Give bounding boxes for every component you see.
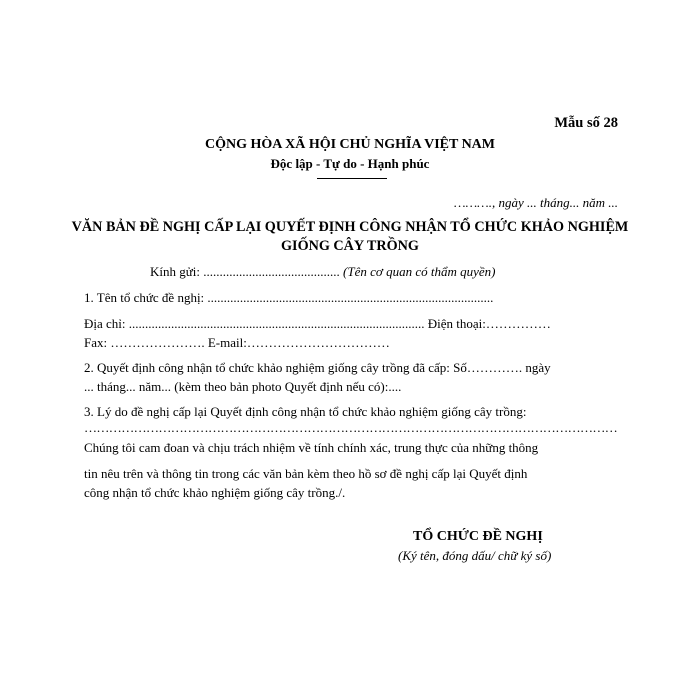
fax-email-field: Fax: …………………. E-mail:…………………………… bbox=[84, 335, 390, 350]
signature-title: TỔ CHỨC ĐỀ NGHỊ bbox=[413, 529, 543, 544]
reason-blank-line: ………………………………………………………………………………………………………………… bbox=[84, 420, 618, 435]
decision-line-2: ... tháng... năm... (kèm theo bản photo Quyết định nếu có):.... bbox=[84, 379, 402, 394]
org-name-field: 1. Tên tổ chức đề nghị: ........................................................................................ bbox=[84, 290, 494, 305]
form-number: Mẫu số 28 bbox=[554, 115, 618, 131]
country-heading: CỘNG HÒA XÃ HỘI CHỦ NGHĨA VIỆT NAM bbox=[204, 137, 495, 152]
recipient-label: Kính gửi: .......................................... bbox=[150, 264, 344, 279]
commitment-line-3: công nhận tổ chức khảo nghiệm giống cây trồng./. bbox=[84, 485, 346, 500]
signature-note: (Ký tên, đóng dấu/ chữ ký số) bbox=[398, 548, 552, 563]
place-date-line: ………., ngày ... tháng... năm ... bbox=[454, 195, 618, 210]
document-title: VĂN BẢN ĐỀ NGHỊ CẤP LẠI QUYẾT ĐỊNH CÔNG NHẬN TỔ CHỨC KHẢO NGHIỆM GIỐNG CÂY TRỒNG bbox=[71, 219, 629, 254]
recipient-line bbox=[150, 264, 495, 280]
motto: Độc lập - Tự do - Hạnh phúc bbox=[270, 156, 430, 171]
commitment-line-2: tin nêu trên và thông tin trong các văn bản kèm theo hồ sơ đề nghị cấp lại Quyết định bbox=[84, 466, 528, 481]
motto-divider bbox=[317, 178, 387, 179]
address-phone-field: Địa chỉ: ........................................................................................... Điện thoại:…………… bbox=[84, 316, 551, 331]
decision-line-1: 2. Quyết định công nhận tổ chức khảo nghiệm giống cây trồng đã cấp: Số…………. ngày bbox=[84, 360, 551, 375]
reason-label: 3. Lý do đề nghị cấp lại Quyết định công nhận tổ chức khảo nghiệm giống cây trồng: bbox=[84, 404, 527, 419]
recipient-note: (Tên cơ quan có thẩm quyền) bbox=[343, 264, 496, 279]
commitment-line-1: Chúng tôi cam đoan và chịu trách nhiệm về tính chính xác, trung thực của những thông bbox=[84, 440, 539, 455]
